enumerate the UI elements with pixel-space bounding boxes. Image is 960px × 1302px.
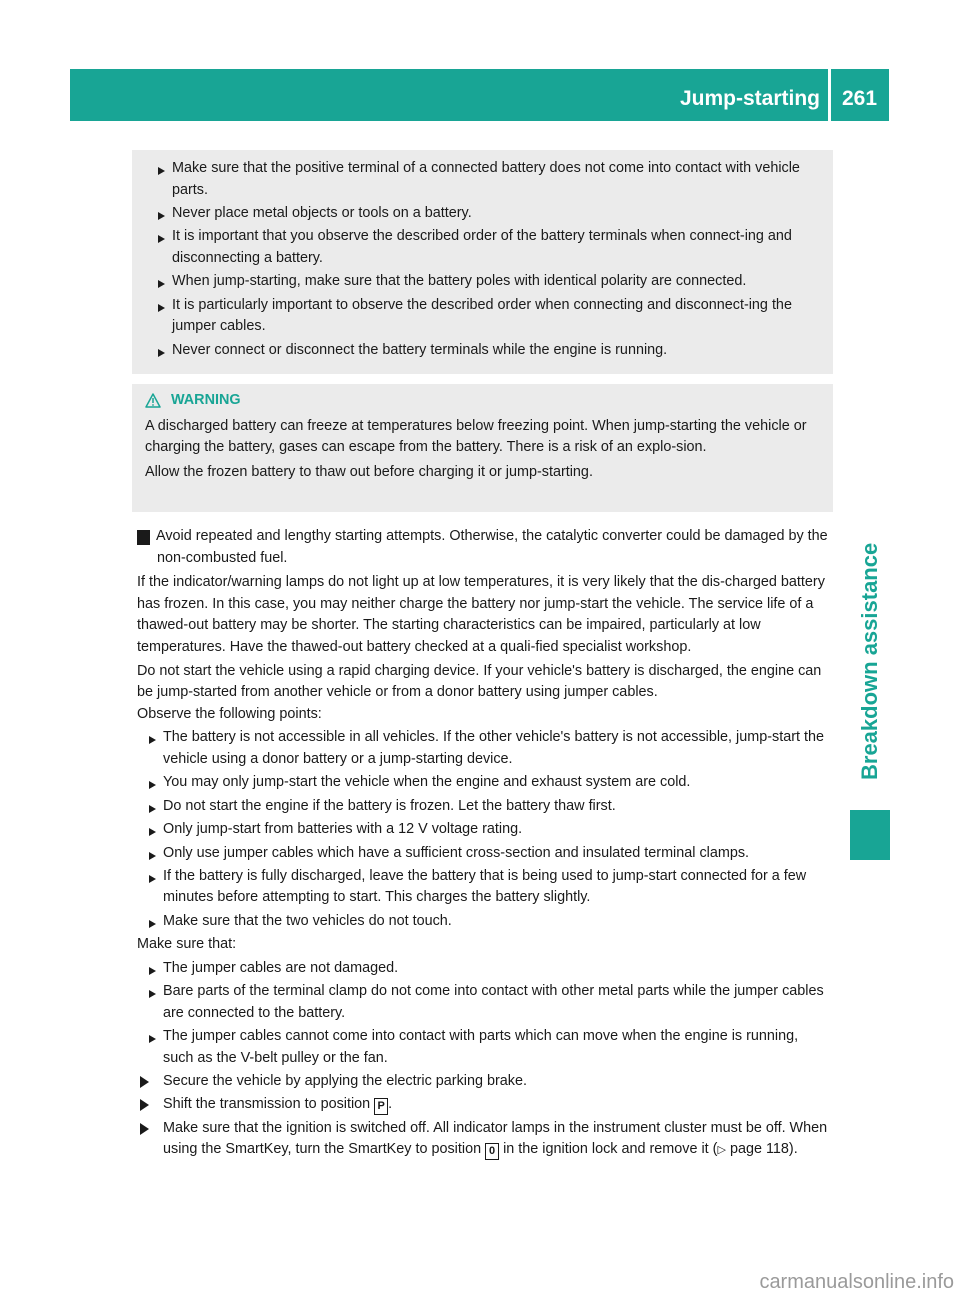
warning-triangle-icon	[145, 393, 161, 408]
list-item: It is particularly important to observe the described order when connecting and disconnect-ing the jumper cables.	[146, 295, 826, 338]
list-item: When jump-starting, make sure that the battery poles with identical polarity are connected.	[146, 271, 826, 293]
caution-note-text: Avoid repeated and lengthy starting attempts. Otherwise, the catalytic converter could be damaged by the non-combusted fuel.	[156, 528, 828, 566]
list-item: Only jump-start from batteries with a 12 V voltage rating.	[137, 819, 832, 841]
step-text: in the ignition lock and remove it (	[503, 1141, 718, 1158]
chapter-tab-label: Breakdown assistance	[857, 542, 882, 780]
list-item: Make sure that the two vehicles do not touch.	[137, 911, 832, 933]
list-item: Never place metal objects or tools on a battery.	[146, 203, 826, 225]
list-item: Never connect or disconnect the battery terminals while the engine is running.	[146, 340, 826, 362]
paragraph: Observe the following points:	[137, 705, 322, 722]
list-item: Bare parts of the terminal clamp do not come into contact with other metal parts while the jumper cables are connected to the battery.	[137, 981, 832, 1024]
warning-text: A discharged battery can freeze at temperatures below freezing point. When jump-starting the vehicle or charging the battery, gases can escape from the battery. There is a risk of an explo-sion.	[145, 417, 807, 456]
paragraph: If the indicator/warning lamps do not light up at low temperatures, it is very likely that the dis-charged battery has frozen. In this case, you may neither charge the battery nor jump-start the vehicle. The service life of a thawed-out battery may be shorter. The starting characteristics can be impaired, particularly at low temperatures. Have the thawed-out battery checked at a quali-fied specialist workshop.	[137, 574, 825, 655]
warning-heading	[145, 390, 825, 412]
park-position-key: P	[374, 1098, 388, 1115]
safety-list	[146, 158, 826, 363]
page-reference-link[interactable]: page 118	[729, 1141, 789, 1158]
list-item: Only use jumper cables which have a sufficient cross-section and insulated terminal clamps.	[137, 843, 832, 865]
list-item: Do not start the engine if the battery is frozen. Let the battery thaw first.	[137, 796, 832, 818]
warning-box	[145, 390, 825, 485]
step-text: Shift the transmission to position	[163, 1096, 371, 1113]
exclamation-icon: !	[137, 530, 150, 545]
list-item: Make sure that the positive terminal of a connected battery does not come into contact with vehicle parts.	[146, 158, 826, 201]
list-item: The battery is not accessible in all vehicles. If the other vehicle's battery is not accessible, jump-start the vehicle using a donor battery or a jump-starting device.	[137, 727, 832, 770]
watermark: carmanualsonline.info	[759, 1271, 954, 1293]
instruction-step	[137, 1094, 832, 1116]
chapter-tab-marker	[850, 810, 890, 860]
warning-title: WARNING	[171, 392, 241, 408]
step-text-end: ).	[788, 1141, 798, 1158]
warning-text: Allow the frozen battery to thaw out before charging it or jump-starting.	[145, 463, 593, 480]
caution-note	[131, 526, 832, 569]
page-reference-icon: ▷	[717, 1144, 726, 1157]
page-number: 261	[842, 87, 878, 110]
header-divider	[828, 69, 831, 121]
main-body	[131, 526, 832, 1164]
list-item: You may only jump-start the vehicle when the engine and exhaust system are cold.	[137, 772, 832, 794]
list-item: The jumper cables cannot come into contact with parts which can move when the engine is running, such as the V-belt pulley or the fan.	[137, 1026, 832, 1069]
step-text: Make sure that the ignition is switched off. All indicator lamps in the instrument cluster must be off. When using the SmartKey, turn the SmartKey to position	[163, 1119, 828, 1158]
section-title: Jump-starting	[679, 87, 820, 110]
instruction-step	[137, 1118, 832, 1162]
instruction-step: Secure the vehicle by applying the electric parking brake.	[137, 1071, 832, 1093]
list-item: It is important that you observe the described order of the battery terminals when connect-ing and disconnecting a battery.	[146, 226, 826, 269]
paragraph: Make sure that:	[137, 936, 237, 953]
list-item: The jumper cables are not damaged.	[137, 958, 832, 980]
step-text-end: .	[388, 1096, 393, 1113]
list-item: If the battery is fully discharged, leave the battery that is being used to jump-start connected for a few minutes before attempting to start. This charges the battery slightly.	[137, 866, 832, 909]
paragraph: Do not start the vehicle using a rapid charging device. If your vehicle's battery is discharged, the engine can be jump-started from another vehicle or from a donor battery using jumper cables.	[137, 662, 822, 701]
ignition-position-key: 0	[485, 1143, 499, 1160]
